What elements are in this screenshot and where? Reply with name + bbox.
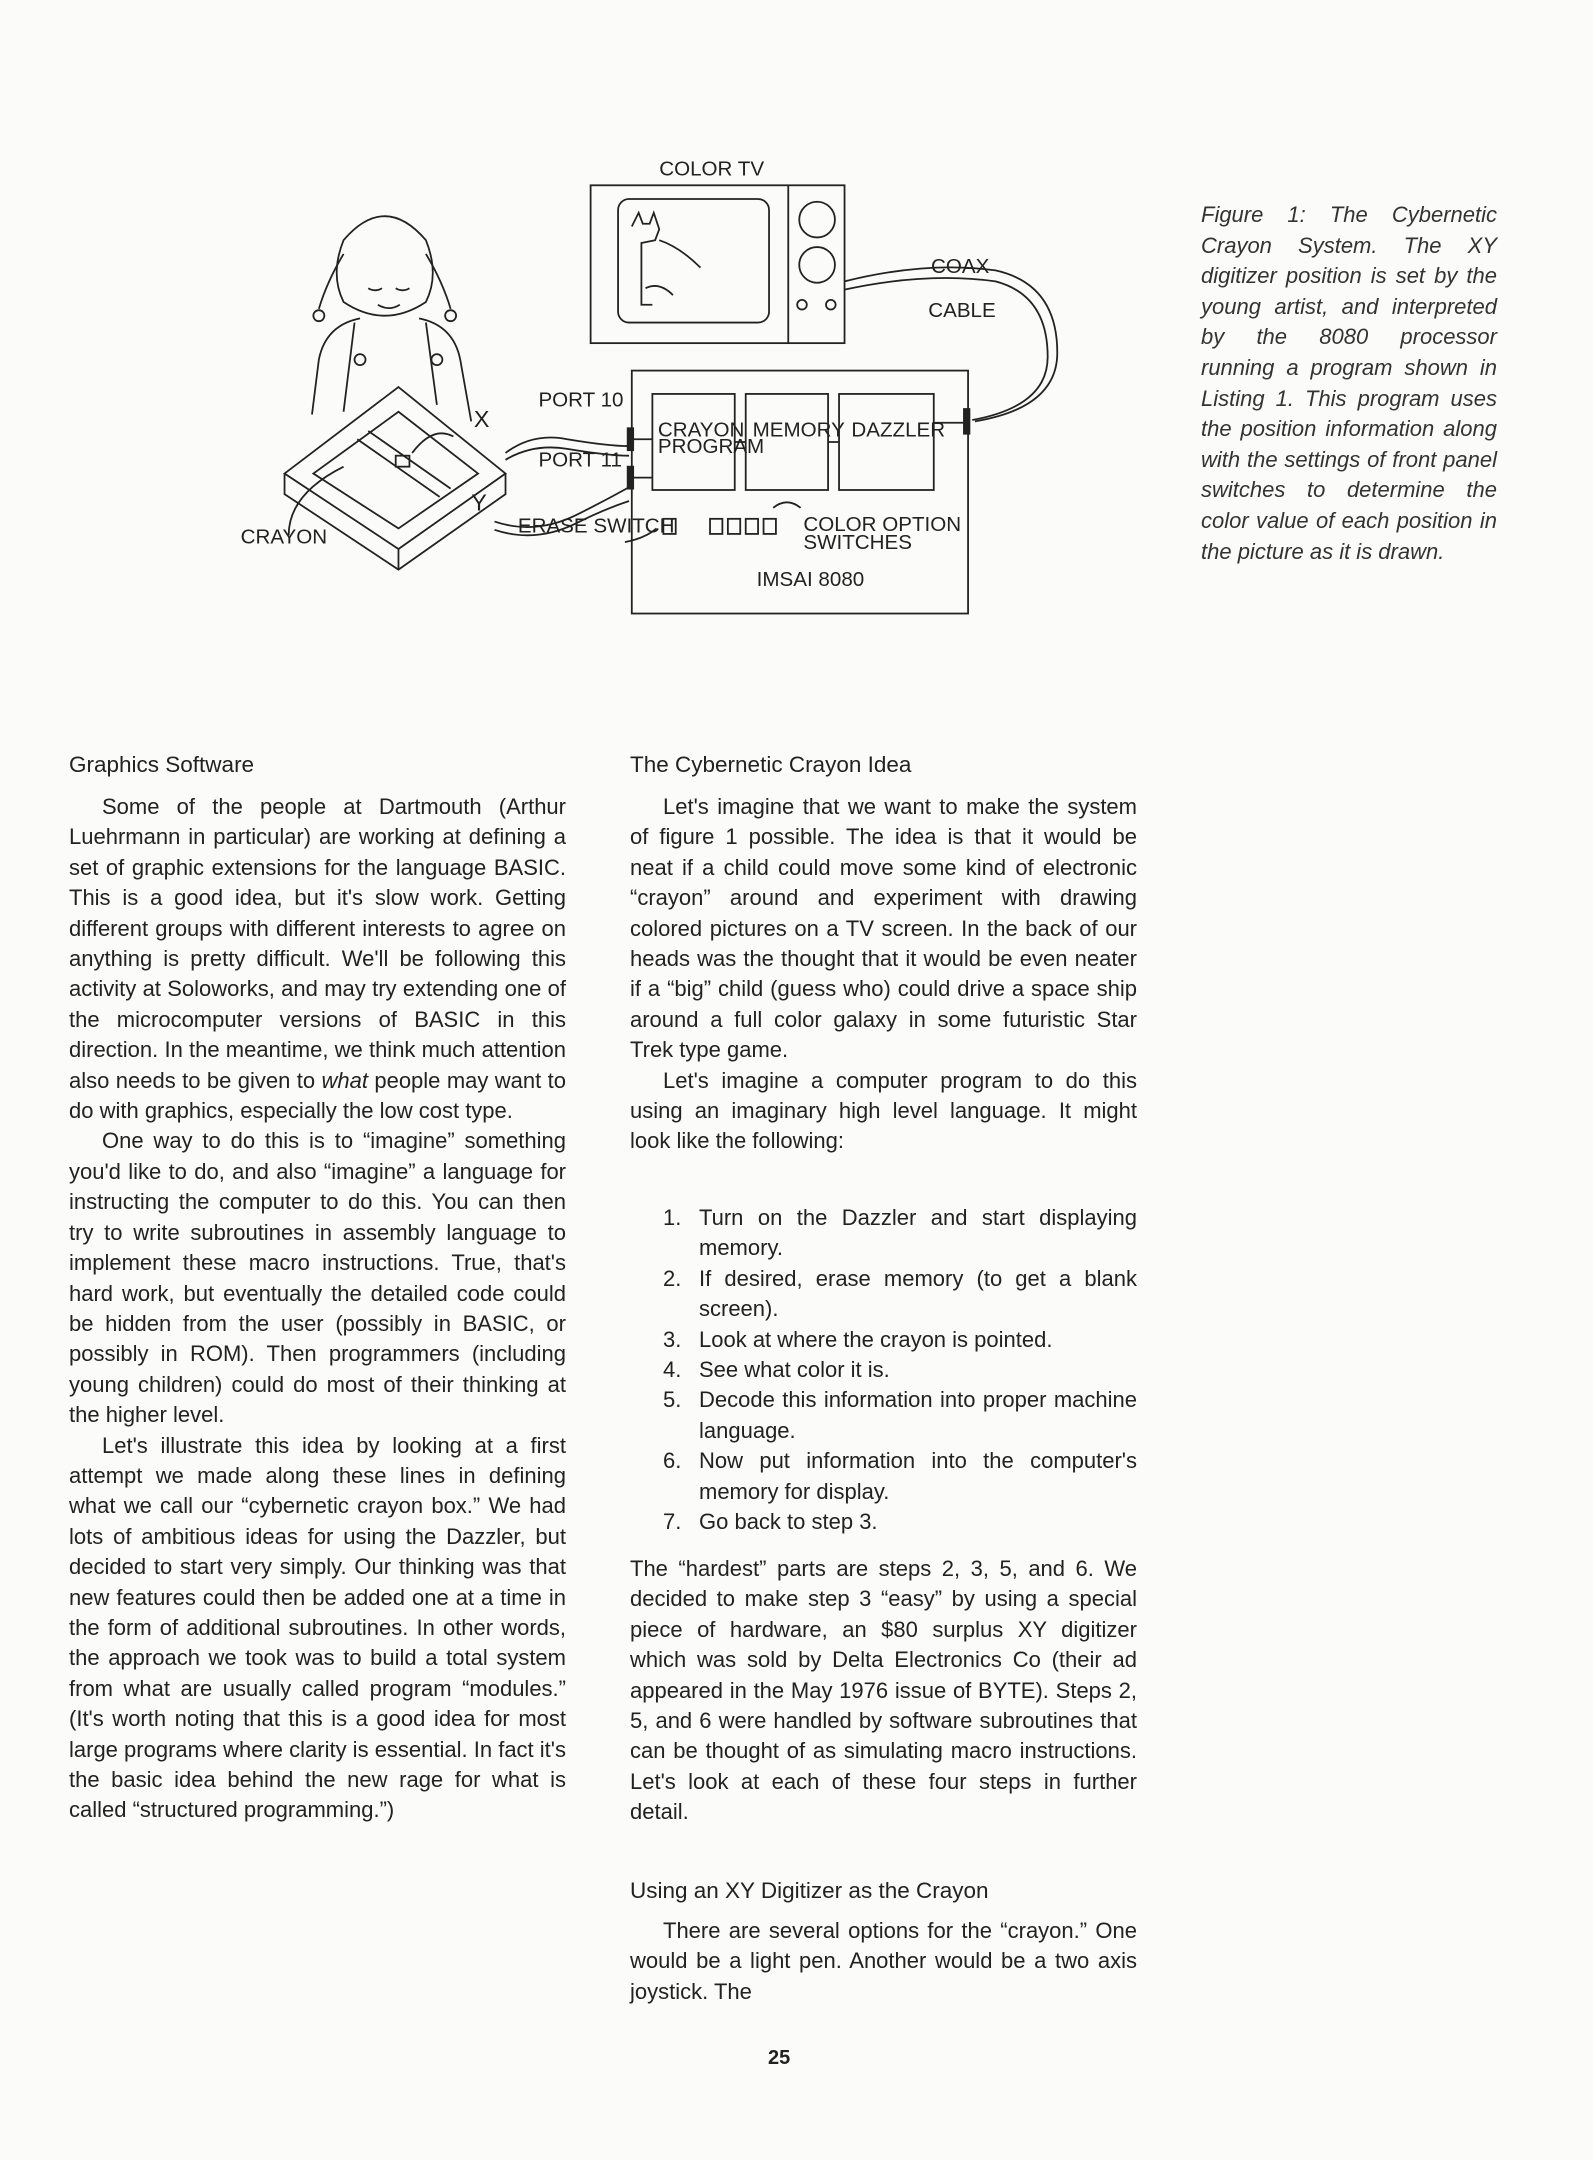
label-crayon-program-2: PROGRAM — [657, 434, 765, 458]
paragraph: One way to do this is to “imagine” something you'd like to do, and also “imagine” a language for instructing the computer to do this. You can then try to write subroutines in assembly language to implement these macro instructions. True, that's hard work, but eventually the detailed code could be hidden from the user (possibly in BASIC, or possibly in ROM). Then programmers (including young children) could do most of their thinking at the higher level. — [69, 1128, 566, 1428]
label-crayon-program: CRAYON — [657, 418, 745, 442]
heading-graphics-software: Graphics Software — [69, 752, 255, 777]
step-number: 2. — [663, 1265, 682, 1291]
list-item — [630, 1385, 1137, 1446]
page-number: 25 — [768, 2047, 791, 2069]
label-memory: MEMORY — [752, 418, 845, 442]
label-erase-switch: ERASE SWITCH — [517, 514, 675, 538]
step-number: 1. — [663, 1205, 682, 1230]
list-item — [630, 1203, 1137, 1264]
list-item — [630, 1264, 1137, 1325]
list-item — [630, 1507, 1137, 1537]
color-tv — [591, 185, 845, 343]
emphasis: what — [321, 1067, 368, 1093]
text: Some of the people at Dartmouth (Arthur Luehrmann in particular) are working at defining a set of graphic extensions for the language BASIC. This is a good idea, but it's slow work. Getting different groups with different interests to agree on anything is pretty difficult. We'll be following this activity at Soloworks, and may try extending one of the microcomputer versions of BASIC in this direction. In the meantime, we think much attention also needs to be given to — [69, 794, 566, 1093]
label-port-10: PORT 10 — [538, 388, 624, 412]
paragraph: Let's illustrate this idea by looking at a first attempt we made along these lines in defining what we call our “cybernetic crayon box.” We had lots of ambitious ideas for using the Dazzler, but decided to start very simply. Our thinking was that new features could then be added one at a time in the form of additional subroutines. In other words, the approach we took was to build a total system from what are usually called program “modules.” (It's worth noting that this is a good idea for most large programs where clarity is essential. In fact it's the basic idea behind the new rage for what is called “structured programming.”) — [69, 1432, 566, 1823]
label-color-tv: COLOR TV — [659, 157, 765, 181]
label-coax: COAX — [931, 255, 990, 279]
xy-digitizer — [285, 387, 630, 570]
heading-xy-digitizer: Using an XY Digitizer as the Crayon — [630, 1878, 989, 1903]
step-text: Decode this information into proper machine language. — [699, 1387, 1137, 1443]
heading-cybernetic-crayon-idea: The Cybernetic Crayon Idea — [630, 752, 912, 777]
girl-illustration — [312, 216, 471, 421]
paragraph: Let's imagine that we want to make the system of figure 1 possible. The idea is that it would be neat if a child could move some kind of electronic “crayon” around and experiment with drawing colored pictures on a TV screen. In the back of our heads was the thought that it would be even neater if a “big” child (guess who) could drive a space ship around a full color galaxy in some futuristic Star Trek type game. — [630, 794, 1137, 1063]
coax-cable — [845, 267, 1058, 421]
label-crayon: CRAYON — [240, 525, 328, 549]
step-number: 6. — [663, 1448, 682, 1474]
label-x: X — [473, 405, 490, 432]
label-dazzler: DAZZLER — [851, 418, 946, 442]
step-text: If desired, erase memory (to get a blank screen). — [699, 1265, 1137, 1322]
left-column-body — [69, 792, 566, 1826]
paragraph: There are several options for the “crayon.” One would be a light pen. Another would be a two axis joystick. The — [630, 1918, 1137, 2004]
label-y: Y — [471, 489, 487, 516]
list-item — [630, 1355, 1137, 1385]
label-cable: CABLE — [928, 299, 996, 323]
label-imsai-8080: IMSAI 8080 — [756, 568, 865, 592]
steps-list — [630, 1203, 1137, 1537]
step-number: 4. — [663, 1357, 682, 1383]
text: people may want to do with graphics, especially the low cost type. — [69, 1067, 566, 1124]
step-number: 7. — [663, 1509, 682, 1535]
right-column-intro — [630, 792, 1137, 1157]
right-column-digitizer — [630, 1916, 1137, 2007]
label-port-11: PORT 11 — [538, 448, 622, 472]
paragraph: Let's imagine a computer program to do this using an imaginary high level language. It might look like the following: — [630, 1067, 1137, 1154]
step-text: Now put information into the computer's memory for display. — [699, 1448, 1137, 1504]
list-item — [630, 1325, 1137, 1355]
step-text: Go back to step 3. — [699, 1509, 878, 1535]
step-number: 3. — [663, 1326, 682, 1352]
step-text: Turn on the Dazzler and start displaying memory. — [699, 1205, 1137, 1261]
label-color-option: COLOR OPTION — [803, 513, 962, 537]
paragraph: The “hardest” parts are steps 2, 3, 5, and 6. We decided to make step 3 “easy” by using a special piece of hardware, an $80 surplus XY digitizer which was sold by Delta Electronics Co (their ad appeared in the May 1976 issue of BYTE). Steps 2, 5, and 6 were handled by software subroutines that can be thought of as simulating macro instructions. Let's look at each of these four steps in further detail. — [630, 1556, 1137, 1825]
step-text: See what color it is. — [699, 1357, 890, 1383]
step-text: Look at where the crayon is pointed. — [699, 1326, 1053, 1352]
label-switches: SWITCHES — [803, 531, 912, 555]
figure-caption: Figure 1: The Cybernetic Crayon System. The XY digitizer position is set by the young artist, and interpreted by the 8080 processor running a program shown in Listing 1. This program uses the position information along with the settings of front panel switches to determine the color value of each position in the picture as it is drawn. — [1201, 202, 1497, 564]
list-item — [630, 1446, 1137, 1507]
right-column-hardest — [630, 1554, 1137, 1828]
step-number: 5. — [663, 1387, 682, 1413]
paragraph — [69, 792, 566, 1126]
